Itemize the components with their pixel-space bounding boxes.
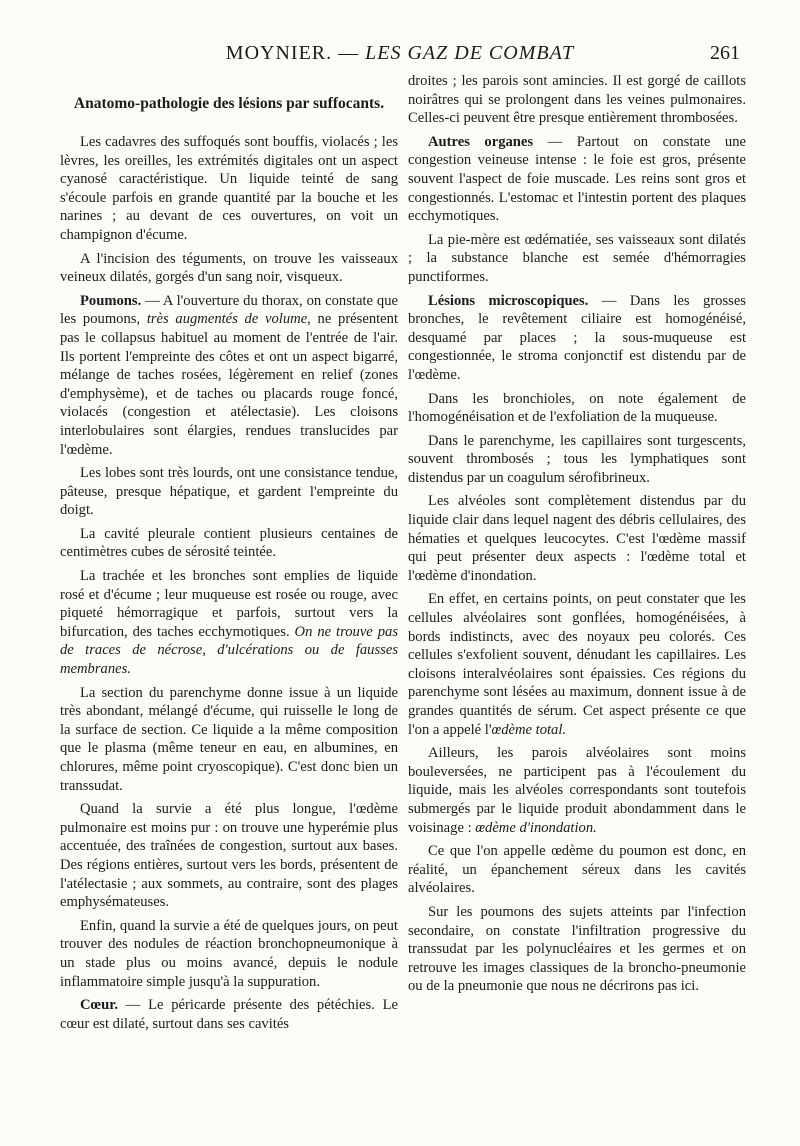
paragraph-heart: [60, 996, 398, 1033]
paragraph: Les alvéoles sont complètement distendus par du liquide clair dans lequel nagent des débris cellulaires, des hématies et quelques leucocytes. C'est l'œdème massif qui peut présenter deux aspects : l'œdème total et l'œdème d'inondation.: [408, 493, 746, 584]
text-span: — A l'ouverture du thorax, on constate que les poumons,: [60, 292, 398, 328]
paragraph: [408, 590, 746, 739]
text-span: — Le péricarde présente des pétéchies. Le cœur est dilaté, surtout dans ses cavités: [60, 997, 398, 1032]
paragraph: [408, 744, 746, 837]
emphasis: œdème d'inondation.: [475, 819, 597, 836]
text-span: — Dans les grosses bronches, le revêtement ciliaire est homogénéisé, desquamé par places ; la sous-muqueuse est congestionnée, le stroma conjonctif est distendu par de l'œdème.: [408, 292, 746, 383]
page-number: 261: [710, 42, 740, 64]
paragraph: La section du parenchyme donne issue à un liquide très abondant, mélangé d'écume, qui ruisselle le long de la surface de section. Ce liquide a la même composition que le plasma (même teneur en eau, en albumines, en chlorures, même point cryoscopique). C'est donc bien un transsudat.: [60, 684, 398, 794]
paragraph: [60, 567, 398, 679]
microscopic-heading: Lésions microscopiques.: [428, 292, 589, 309]
paragraph: Les lobes sont très lourds, ont une consistance tendue, pâteuse, presque hépatique, et gardent l'empreinte du doigt.: [60, 465, 398, 519]
running-dash: —: [332, 42, 366, 64]
paragraph-microscopic: [408, 292, 746, 385]
emphasis: On ne trouve pas de traces de nécrose, d'ulcérations ou de fausses membranes.: [60, 623, 398, 678]
paragraph: droites ; les parois sont amincies. Il est gorgé de caillots noirâtres qui se prolongent dans les veines pulmonaires. Celles-ci peuvent être presque entièrement thrombosées.: [408, 73, 746, 127]
text-span: En effet, en certains points, on peut constater que les cellules alvéolaires sont gonflées, homogénéisées, à bords indistincts, avec des noyaux peu colorés. Ces cellules s'exfolient souvent, dénudant les capillaires. Les cloisons interalvéolaires sont épaissies. Ces régions du parenchyme sont lésées au maximum, donnent issue à de grandes quantités de sérum. Cet aspect présente ce que l'on a appelé l': [408, 591, 746, 738]
paragraph: Quand la survie a été plus longue, l'œdème pulmonaire est moins pur : on trouve une hyperémie plus accentuée, des traînées de congestion, surtout aux bases. Des régions entières, surtout vers les bords, présentent de l'atélectasie ; aux sommets, au contraire, sont des plages emphysémateuses.: [60, 801, 398, 911]
paragraph: Sur les poumons des sujets atteints par l'infection secondaire, on constate l'infiltration progressive du transsudat par les polynucléaires et les germes et on retrouve les images classiques de la broncho-pneumonie ou de la pneumonie que nous ne décrirons pas ici.: [408, 903, 746, 995]
running-header: [60, 40, 740, 70]
section-title: Anatomo-pathologie des lésions par suffocants.: [73, 95, 385, 112]
right-column: [408, 72, 746, 1001]
running-book-title: LES GAZ DE COMBAT: [365, 42, 575, 64]
running-title: [60, 42, 740, 65]
paragraph: Ce que l'on appelle œdème du poumon est donc, en réalité, un épanchement séreux dans les cavités alvéolaires.: [408, 843, 746, 897]
paragraph: Dans le parenchyme, les capillaires sont turgescents, souvent thrombosés ; tous les lymphatiques sont distendus par un coagulum sérofibrineux.: [408, 432, 746, 486]
paragraph-other-organs: [408, 133, 746, 226]
text-span: Ailleurs, les parois alvéolaires sont moins bouleversées, ne participent pas à l'écoulement du liquide, mais les alvéoles correspondants sont toutefois submergés par le liquide produit abondamment dans le voisinage :: [408, 745, 746, 836]
lungs-heading: Poumons.: [80, 292, 142, 309]
paragraph: La pie-mère est œdématiée, ses vaisseaux sont dilatés ; la substance blanche est semée d'hémorragies punctiformes.: [408, 231, 746, 285]
paragraph: Dans les bronchioles, on note également de l'homogénéisation et de l'exfoliation de la muqueuse.: [408, 390, 746, 426]
paragraph: A l'incision des téguments, on trouve les vaisseaux veineux dilatés, gorgés d'un sang noir, visqueux.: [60, 250, 398, 286]
paragraph: La cavité pleurale contient plusieurs centaines de centimètres cubes de sérosité teintée.: [60, 525, 398, 561]
text-span: ne présentent pas le collapsus habituel au moment de l'entrée de l'air. Ils portent l'empreinte des côtes et ont un aspect bigarré, mélange de taches rosées, légèrement en relief (zones d'emphysème), et de taches ou placards rouge foncé, violacés (congestion et atélectasie). Les cloisons interlobulaires sont élargies, rendues translucides par l'œdème.: [60, 311, 398, 458]
emphasis: très augmentés de volume,: [146, 311, 311, 328]
running-author: MOYNIER.: [225, 42, 333, 64]
text-span: — Partout on constate une congestion veineuse intense : le foie est gros, présente souvent l'aspect de foie muscade. Les reins sont gros et congestionnés. L'estomac et l'intestin portent des plaques ecchymotiques.: [408, 133, 746, 225]
paragraph: Les cadavres des suffoqués sont bouffis, violacés ; les lèvres, les oreilles, les extrémités digitales ont un aspect cyanosé caractéristique. Un liquide teinté de sang s'écoule parfois en grande quantité par la bouche et les narines ; au devant de ces ouvertures, on voit un champignon d'écume.: [60, 134, 398, 243]
text-span: La trachée et les bronches sont emplies de liquide rosé et d'écume ; leur muqueuse est rosée ou rouge, avec piqueté hémorragique et parfois, surtout vers la bifurcation, des taches ecchymotiques.: [60, 568, 398, 640]
other-organs-heading: Autres organes: [428, 133, 534, 150]
paragraph: Enfin, quand la survie a été de quelques jours, on peut trouver des nodules de réaction bronchopneumonique à un stade plus ou moins avancé, depuis le nodule inflammatoire simple jusqu'à la suppuration.: [60, 917, 398, 990]
left-column: [60, 72, 398, 1038]
emphasis: œdème total.: [491, 721, 567, 738]
heart-heading: Cœur.: [80, 997, 118, 1014]
paragraph-lungs: [60, 292, 398, 459]
